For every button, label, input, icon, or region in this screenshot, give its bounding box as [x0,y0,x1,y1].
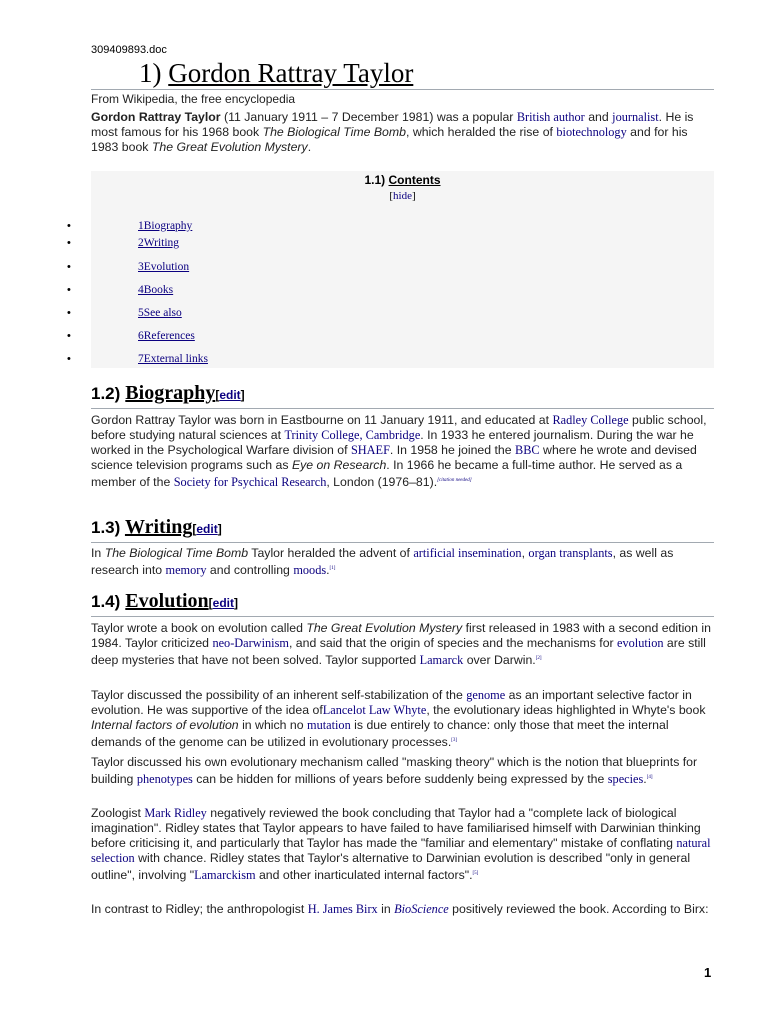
book-title: Internal factors of evolution [91,718,239,732]
title-number: 1) [139,58,162,88]
link-artificial-insemination[interactable]: artificial insemination [413,546,522,560]
toc-link-writing[interactable]: 2Writing [138,237,180,249]
link-h-james-birx[interactable]: H. James Birx [307,902,378,916]
edit-section [192,522,221,536]
bracket: ] [217,522,222,536]
link-phenotypes[interactable]: phenotypes [136,772,193,786]
evo-text: as an important selective factor in evolution. He was supportive of the idea of [91,688,692,717]
bio-text: public school, before studying natural sciences at [91,413,707,442]
intro-text: and for his 1983 book [91,125,688,154]
book-title: The Great Evolution Mystery [306,621,463,635]
reference-5[interactable]: [5] [472,871,479,876]
bullet-icon: • [67,353,71,365]
evo-text: can be hidden for millions of years before suddenly being expressed by the [192,772,608,786]
link-lamarck[interactable]: Lamarck [419,653,464,667]
evo-text: over Darwin. [463,653,536,667]
citation-needed[interactable]: [citation needed] [437,478,472,483]
intro-text: (11 January 1911 – 7 December 1981) was a popular [220,110,517,124]
intro-text: . [307,140,312,154]
table-of-contents [67,171,714,368]
toc-link-references[interactable]: 6References [138,330,195,342]
evo-text: in [377,902,395,916]
evo-text: , the evolutionary ideas highlighted in Whyte's book [426,703,706,717]
link-journalist[interactable]: journalist [612,110,659,124]
link-genome[interactable]: genome [466,688,506,702]
link-neo-darwinism[interactable]: neo-Darwinism [212,636,289,650]
link-trinity-college[interactable]: Trinity College, Cambridge [284,428,421,442]
intro-text: and [584,110,613,124]
evo-text: are still deep mysteries that have not been solved. Taylor supported [91,636,706,667]
link-british-author[interactable]: British author [516,110,585,124]
toc-link-external-links[interactable]: 7External links [138,353,208,365]
evo-text: Taylor wrote a book on evolution called [91,621,307,635]
bullet-icon: • [67,284,71,296]
section-number: 1.4) [91,592,121,611]
intro-text: , which heralded the rise of [405,125,557,139]
writing-text: . [326,563,330,577]
reference-3[interactable]: [3] [451,738,458,743]
toc-link-books[interactable]: 4Books [138,284,174,296]
edit-section [215,388,244,402]
bio-text: where he wrote and devised science television programs such as [91,443,697,472]
evolution-paragraph-2 [91,688,716,750]
book-title: The Great Evolution Mystery [151,140,308,154]
edit-link[interactable]: edit [212,596,234,610]
evo-text: is due entirely to chance: only those that meet the internal demands of the genome can be utilized in evolutionary processes. [91,718,669,749]
biography-paragraph [91,413,716,490]
bracket: [ [208,596,213,610]
evo-text: Taylor discussed his own evolutionary mechanism called "masking theory" which is the notion that blueprints for building [91,755,698,786]
evo-text: and other inarticulated internal factors". [255,868,473,882]
page-title [91,58,714,90]
book-title: The Biological Time Bomb [104,546,249,560]
link-species[interactable]: species [607,772,644,786]
link-organ-transplants[interactable]: organ transplants [528,546,613,560]
bio-text: . In 1958 he joined the [389,443,516,457]
evolution-paragraph-5 [91,902,716,917]
section-title: Evolution [125,590,209,612]
section-number: 1.2) [91,384,121,403]
bullet-icon: • [67,307,71,319]
bracket: [ [192,522,197,536]
writing-text: Taylor heralded the advent of [248,546,414,560]
bracket: ] [234,596,238,610]
evolution-paragraph-4 [91,806,716,883]
evo-text: positively reviewed the book. According to Birx: [448,902,709,916]
intro-text: . He is most famous for his 1968 book [91,110,694,139]
reference-2[interactable]: [2] [535,656,542,661]
bullet-icon: • [67,237,71,249]
toc-link-biography[interactable]: 1Biography [138,220,193,232]
edit-link[interactable]: edit [219,388,241,402]
reference-4[interactable]: [4] [646,775,653,780]
section-number: 1.3) [91,518,121,537]
writing-text: , as well as research into [91,546,674,577]
evo-text: Zoologist [91,806,145,820]
toc-title [91,173,714,187]
evo-text: In contrast to Ridley; the anthropologist [91,902,308,916]
link-society-psychical-research[interactable]: Society for Psychical Research [173,475,327,489]
book-title: The Biological Time Bomb [262,125,406,139]
evolution-paragraph-1 [91,621,716,668]
link-evolution[interactable]: evolution [617,636,664,650]
bracket: [ [389,190,394,202]
doc-filename: 309409893.doc [91,44,167,56]
title-text: Gordon Rattray Taylor [168,58,414,88]
bracket: [ [215,388,220,402]
evo-text: in which no [238,718,308,732]
link-biotechnology[interactable]: biotechnology [556,125,627,139]
evo-text: negatively reviewed the book concluding that Taylor had a "complete lack of biological imagination". Ridley states that Taylor appears to have failed to have familiarised himself with Darwinian thinking before criticising it, and particularly that Taylor has made the "familiar and elementary" mistake of conflating [91,806,701,850]
writing-text: In [91,546,105,560]
section-heading-evolution [91,589,714,617]
evo-text: , and said that the origin of species and the mechanisms for [288,636,618,650]
section-heading-writing [91,515,714,543]
bio-text: . In 1933 he entered journalism. During the war he worked in the Psychological Warfare division of [91,428,694,457]
intro-bold-name: Gordon Rattray Taylor [91,110,221,124]
bullet-icon: • [67,261,71,273]
toc-link-evolution[interactable]: 3Evolution [138,261,190,273]
link-mutation[interactable]: mutation [307,718,351,732]
page-number: 1 [704,965,712,980]
bio-text: Gordon Rattray Taylor was born in Eastbourne on 11 January 1911, and educated at [91,413,553,427]
program-title: Eye on Research [291,458,387,472]
bio-text: . In 1966 he became a full-time author. He served as a member of the [91,458,683,489]
intro-paragraph [91,110,716,155]
tagline: From Wikipedia, the free encyclopedia [91,92,296,106]
evo-text: Taylor discussed the possibility of an inherent self-stabilization of the [91,688,467,702]
link-moods[interactable]: moods [293,563,327,577]
writing-paragraph [91,546,716,578]
bullet-icon: • [67,220,71,232]
link-mark-ridley[interactable]: Mark Ridley [144,806,207,820]
evo-text: with chance. Ridley states that Taylor's alternative to Darwinian evolution is described "only in general outline", involving " [91,851,691,882]
section-title: Biography [125,382,216,404]
link-radley-college[interactable]: Radley College [552,413,629,427]
evo-text: . [643,772,647,786]
toc-link-see-also[interactable]: 5See also [138,307,182,319]
evolution-paragraph-3 [91,755,716,787]
bracket: ] [240,388,245,402]
writing-text: and controlling [206,563,294,577]
edit-link[interactable]: edit [196,522,218,536]
link-memory[interactable]: memory [165,563,207,577]
bullet-icon: • [67,330,71,342]
section-heading-biography [91,381,714,409]
toc-hide-link[interactable]: hide [393,190,412,202]
reference-1[interactable]: [1] [329,566,336,571]
bracket: ] [411,190,416,202]
section-title: Writing [124,516,193,538]
evo-text: first released in 1983 with a second edition in 1984. Taylor criticized [91,621,711,650]
link-natural-selection[interactable]: natural selection [91,836,711,865]
writing-text: , [521,546,529,560]
link-bioscience[interactable]: BioScience [394,902,449,916]
link-bbc[interactable]: BBC [515,443,540,457]
bio-text: , London (1976–81). [326,475,438,489]
toc-number: 1.1) [364,173,386,187]
edit-section [209,596,238,610]
link-shaef[interactable]: SHAEF [350,443,390,457]
link-lamarckism[interactable]: Lamarckism [194,868,256,882]
toc-hide-toggle [91,190,714,202]
link-lancelot-law-whyte[interactable]: Lancelot Law Whyte [322,703,427,717]
toc-heading: Contents [388,173,441,187]
